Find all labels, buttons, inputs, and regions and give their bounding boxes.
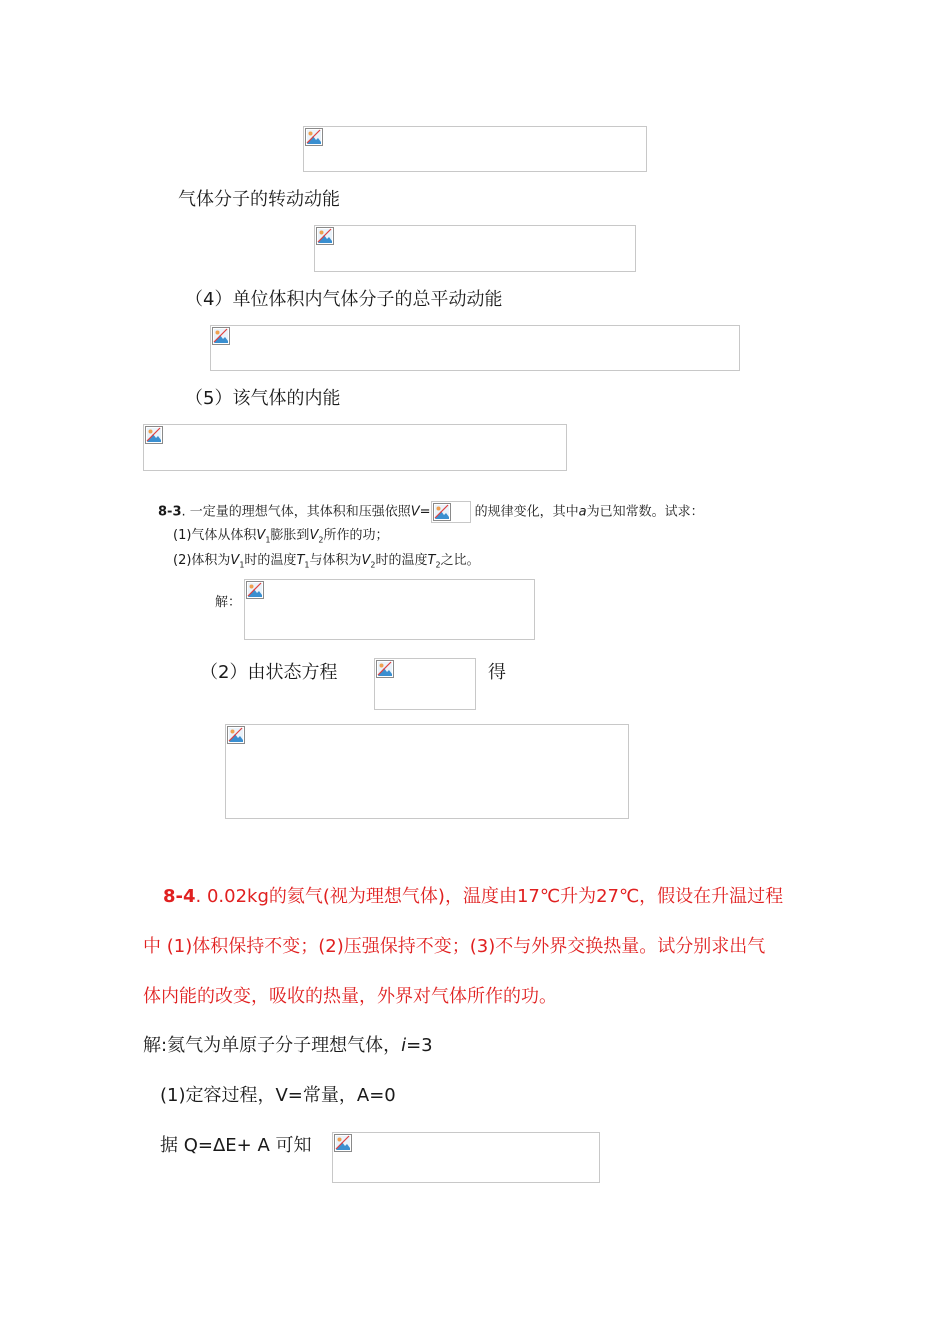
sub-1: 1 xyxy=(265,535,271,545)
problem-number: 8-4 xyxy=(163,886,196,907)
stem-part-a: . 一定量的理想气体，其体积和压强依照 xyxy=(181,504,411,520)
solution-label: 解： xyxy=(215,595,242,610)
var-v1: V xyxy=(256,528,266,543)
broken-image-icon xyxy=(376,660,394,678)
text-step-2-result: 得 xyxy=(488,662,506,683)
broken-image-icon xyxy=(305,128,323,146)
q1-text-c: 所作的功； xyxy=(323,528,389,543)
q2-text-c: 与体积为 xyxy=(309,553,362,568)
q2-text-b: 时的温度 xyxy=(244,553,297,568)
var-i: i xyxy=(401,1035,407,1056)
broken-image-icon xyxy=(227,726,245,744)
var-v2: V xyxy=(361,553,371,568)
q1-text-b: 膨胀到 xyxy=(270,528,310,543)
intro-text: 解:氦气为单原子分子理想气体， xyxy=(143,1035,402,1056)
intro-value: =3 xyxy=(406,1035,433,1056)
broken-image-icon xyxy=(316,227,334,245)
stem-part-b: 的规律变化，其中 xyxy=(474,504,579,520)
sub-2: 2 xyxy=(370,560,376,570)
sub-t2: 2 xyxy=(435,560,441,570)
var-t1: T xyxy=(296,553,305,568)
problem-8-4-line2: 中 (1)体积保持不变；(2)压强保持不变；(3)不与外界交换热量。试分别求出气 xyxy=(143,936,766,957)
equals-sign: = xyxy=(419,504,431,520)
formula-image-1 xyxy=(303,126,647,172)
problem-number: 8-3 xyxy=(158,504,182,520)
solution-8-4-step2: 据 Q=ΔE+ A 可知 xyxy=(160,1135,312,1156)
solution-8-4-step1: (1)定容过程，V=常量，A=0 xyxy=(160,1085,396,1106)
problem-8-3-stem xyxy=(158,501,704,523)
formula-image-8 xyxy=(332,1132,600,1183)
problem-8-3-q2 xyxy=(173,552,480,575)
q2-text-d: 时的温度 xyxy=(375,553,428,568)
formula-image-2 xyxy=(314,225,636,272)
text-step-2: （2）由状态方程 xyxy=(200,662,338,683)
broken-image-icon xyxy=(246,581,264,599)
broken-image-icon xyxy=(334,1134,352,1152)
sub-1: 1 xyxy=(239,560,245,570)
formula-image-5 xyxy=(244,579,535,640)
broken-image-icon xyxy=(433,503,451,521)
stem-part-c: 为已知常数。试求： xyxy=(586,504,704,520)
text-rotational-ke: 气体分子的转动动能 xyxy=(178,189,340,210)
line1-text: . 0.02kg的氦气(视为理想气体)，温度由17℃升为27℃，假设在升温过程 xyxy=(195,886,784,907)
var-a: a xyxy=(578,504,587,520)
problem-8-4-line3: 体内能的改变，吸收的热量，外界对气体所作的功。 xyxy=(143,986,557,1007)
broken-image-icon xyxy=(145,426,163,444)
formula-image-7 xyxy=(225,724,629,819)
formula-image-6 xyxy=(374,658,476,710)
broken-image-icon xyxy=(212,327,230,345)
problem-8-3-q1 xyxy=(173,527,388,550)
text-item-5: （5）该气体的内能 xyxy=(185,388,341,409)
problem-8-4-line1 xyxy=(163,885,783,909)
var-v2: V xyxy=(309,528,319,543)
var-t2: T xyxy=(427,553,436,568)
sub-2: 2 xyxy=(318,535,324,545)
formula-image-3 xyxy=(210,325,740,371)
formula-inline-image xyxy=(431,501,471,523)
q2-text-a: (2)体积为 xyxy=(173,553,231,568)
sub-t1: 1 xyxy=(304,560,310,570)
q2-text-e: 之比。 xyxy=(440,553,480,568)
formula-image-4 xyxy=(143,424,567,471)
q1-text-a: (1)气体从体积 xyxy=(173,528,257,543)
text-item-4: （4）单位体积内气体分子的总平动动能 xyxy=(185,289,503,310)
var-v1: V xyxy=(230,553,240,568)
var-v: V xyxy=(410,504,420,520)
solution-8-4-intro xyxy=(143,1034,433,1058)
